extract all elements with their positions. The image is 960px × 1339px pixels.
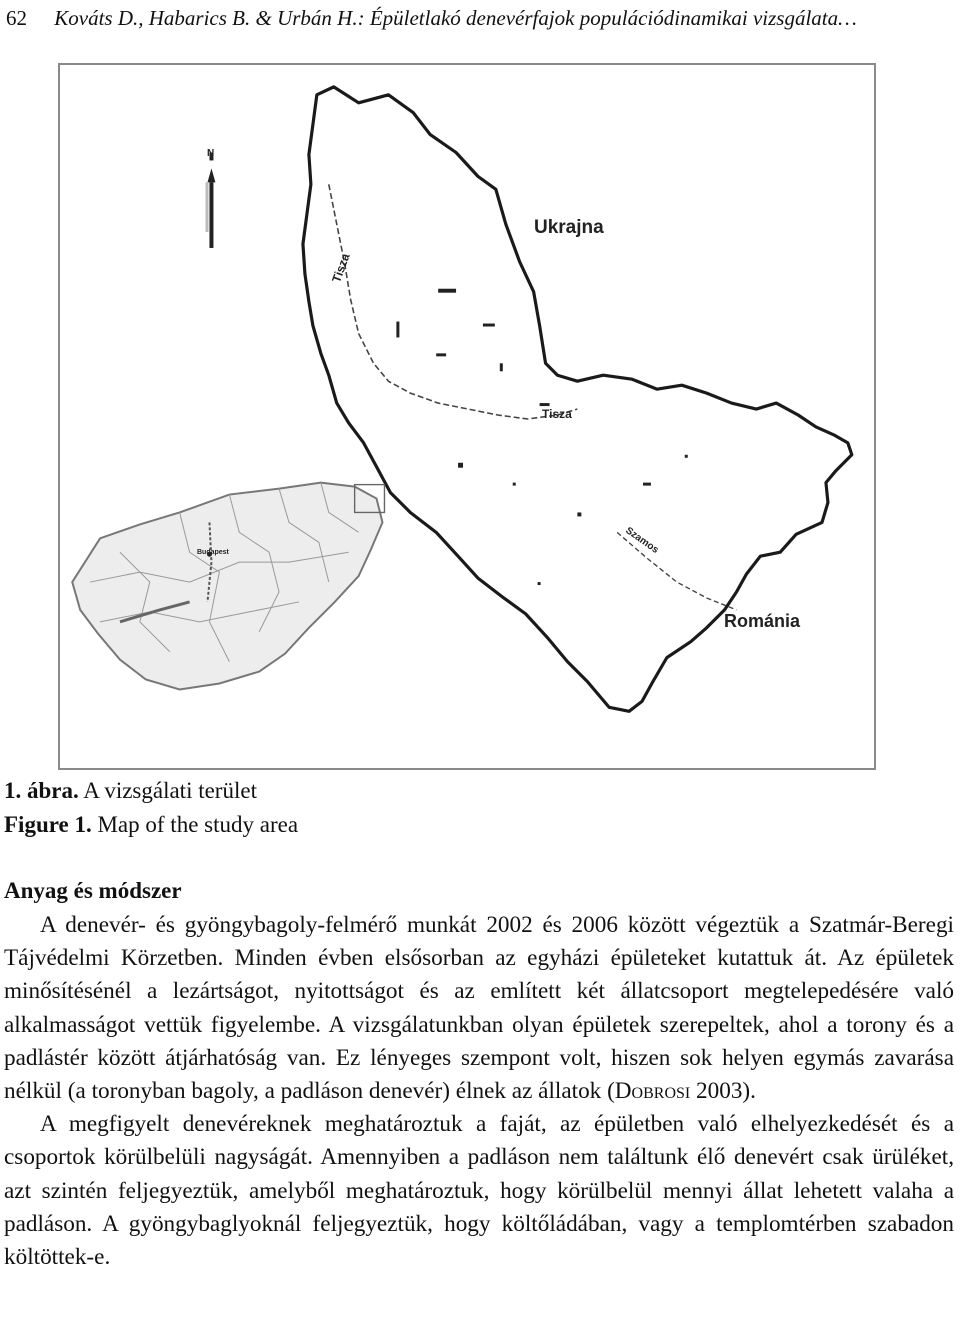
label-szamos: Szamos [623, 525, 661, 556]
label-budapest: Budapest [197, 549, 229, 556]
paragraph-1-text: A denevér- és gyöngybagoly-felmérő munkát 2002 és 2006 között végeztük a Szatmár-Beregi Tájvédelmi Körzetben. Minden évben elsősorban az egyházi épületeket kutattuk át. Az épületek minősítésénél a lezártságot, nyitottságot és az említett két állatcsoport megtelepedésére való alkalmasságot vettük figyelembe. A vizsgálatunkban olyan épületek szerepeltek, ahol a torony és a padlástér között átjárhatóság van. Ez lényeges szempont volt, hiszen sok helyen egymás zavarása nélkül (a toronyban bagoly, a padláson denevér) élnek az állatok ( [4, 912, 954, 1105]
page-number: 62 [6, 6, 27, 30]
north-label: N [207, 148, 215, 159]
north-arrow-icon [205, 153, 215, 248]
caption-en-label: Figure 1. [4, 812, 92, 837]
citation-author: Dobrosi [614, 1078, 691, 1105]
running-title: Kováts D., Habarics B. & Urbán H.: Épületlakó denevérfajok populációdinamikai vizsgálata… [54, 6, 857, 30]
label-ukraine: Ukrajna [534, 217, 604, 238]
paragraph-1-tail: 2003). [690, 1078, 756, 1105]
caption-hu-text: A vizsgálati terület [83, 778, 257, 803]
paragraph-2: A megfigyelt denevéreknek meghatároztuk a faját, az épületben való elhelyezkedését és a csoportok körülbelüli nagyságát. Amennyiben a padláson nem találtunk élő denevért csak ürüléket, azt szintén feljegyeztük, amelyből meghatároztuk, hogy körülbelül mennyi állat lehetett valaha a padláson. A gyöngybaglyoknál feljegyeztük, hogy költőládában, vagy a templomtérben szabadon költöttek-e. [4, 1111, 954, 1271]
caption-en-text: Map of the study area [97, 812, 299, 837]
section-heading: Anyag és módszer [4, 878, 182, 903]
label-tisza-upper: Tisza [329, 251, 353, 285]
body-text [4, 909, 954, 1274]
hungary-inset-map [72, 483, 384, 690]
szamos-river-line [617, 532, 736, 610]
figure-caption-en [4, 810, 298, 840]
label-tisza-lower: Tisza [542, 407, 572, 421]
label-romania: Románia [724, 611, 801, 631]
running-header [6, 4, 946, 32]
study-area-map [58, 63, 876, 770]
map-drawing [60, 65, 874, 768]
caption-hu-label: 1. ábra. [4, 778, 79, 803]
figure-caption-hu [4, 776, 257, 806]
paragraph-1 [4, 909, 954, 1108]
